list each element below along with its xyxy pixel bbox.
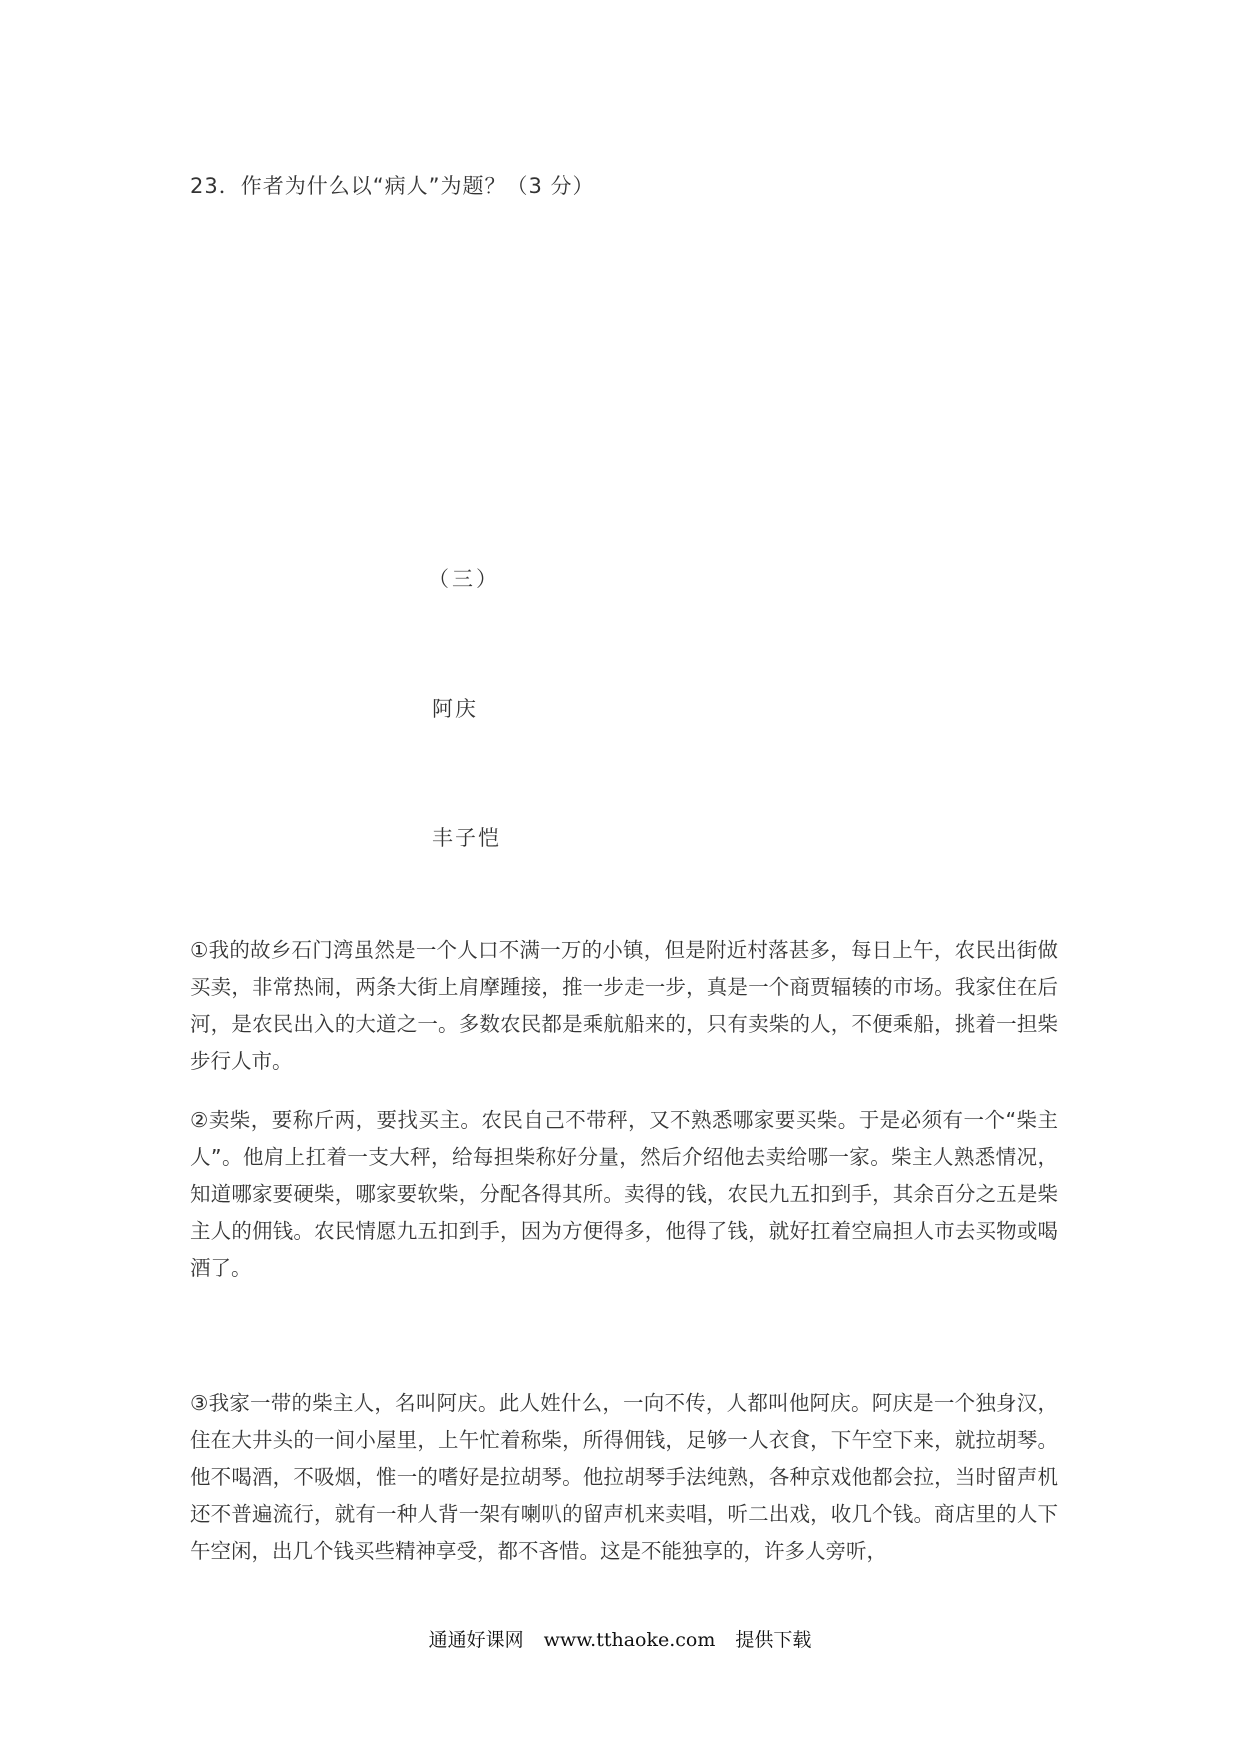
passage-title: 阿庆 — [432, 697, 478, 721]
passage-author: 丰子恺 — [432, 826, 501, 850]
footer-suffix: 提供下载 — [735, 1629, 812, 1651]
question-23: 23．作者为什么以“病人”为题？（3 分） — [190, 174, 595, 198]
footer-site-name: 通通好课网 — [428, 1629, 524, 1651]
section-number: （三） — [428, 567, 500, 591]
paragraph-1: ①我的故乡石门湾虽然是一个人口不满一万的小镇，但是附近村落甚多，每日上午，农民出街做买卖，非常热闹，两条大街上肩摩踵接，推一步走一步，真是一个商贾辐辏的市场。我家住在后河，是农民出入的大道之一。多数农民都是乘航船来的，只有卖柴的人，不便乘船，挑着一担柴步行人市。 — [190, 938, 1058, 1073]
footer-url[interactable]: www.tthaoke.com — [543, 1629, 716, 1651]
page-footer — [0, 1625, 1240, 1652]
paragraph-3: ③我家一带的柴主人，名叫阿庆。此人姓什么，一向不传，人都叫他阿庆。阿庆是一个独身汉，住在大井头的一间小屋里，上午忙着称柴，所得佣钱，足够一人衣食，下午空下来，就拉胡琴。他不喝酒，不吸烟，惟一的嗜好是拉胡琴。他拉胡琴手法纯熟，各种京戏他都会拉，当时留声机还不普遍流行，就有一种人背一架有喇叭的留声机来卖唱，听二出戏，收几个钱。商店里的人下午空闲，出几个钱买些精神享受，都不吝惜。这是不能独享的，许多人旁听， — [190, 1391, 1058, 1563]
paragraph-2: ②卖柴，要称斤两，要找买主。农民自己不带秤，又不熟悉哪家要买柴。于是必须有一个“柴主人”。他肩上扛着一支大秤，给每担柴称好分量，然后介绍他去卖给哪一家。柴主人熟悉情况，知道哪家要硬柴，哪家要软柴，分配各得其所。卖得的钱，农民九五扣到手，其余百分之五是柴主人的佣钱。农民情愿九五扣到手，因为方便得多，他得了钱，就好扛着空扁担人市去买物或喝酒了。 — [190, 1108, 1058, 1280]
